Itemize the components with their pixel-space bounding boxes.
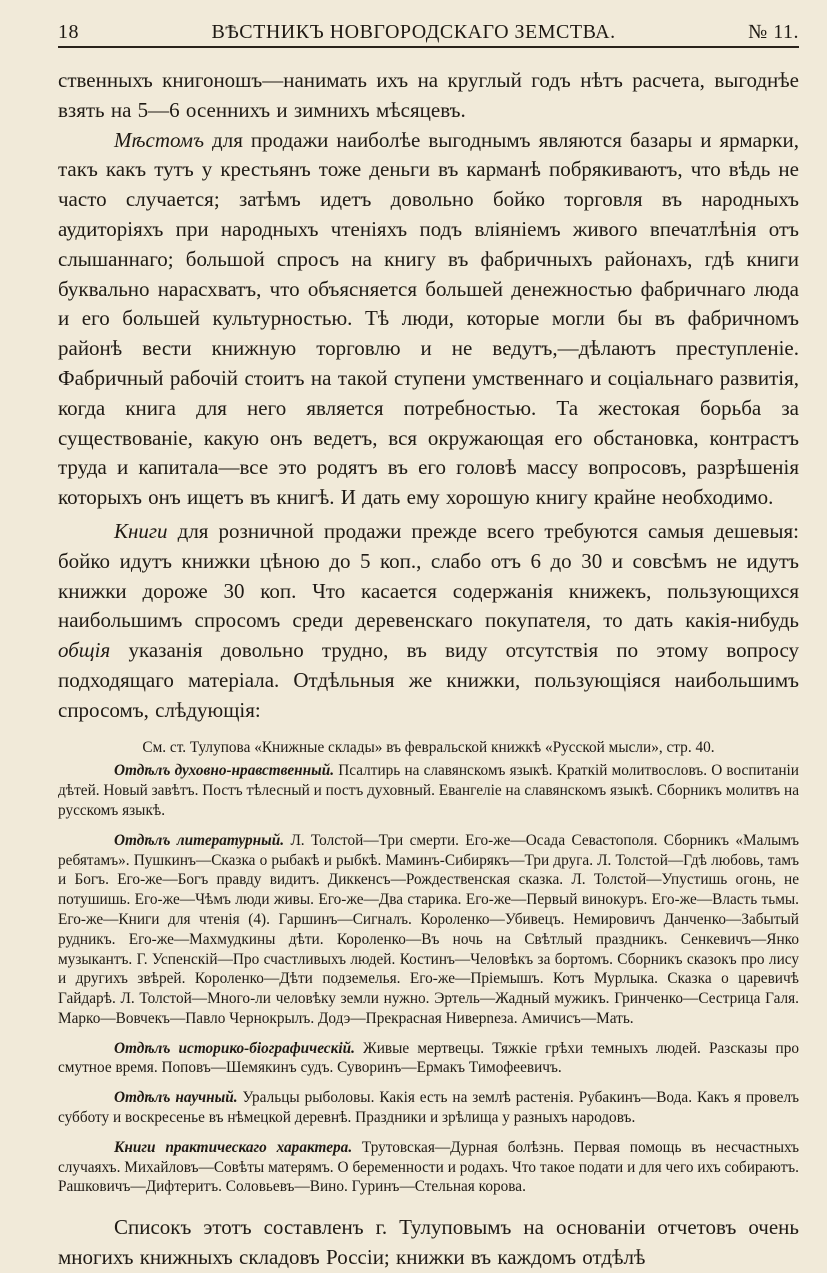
source-note: См. ст. Тулупова «Книжные склады» въ февральской книжкѣ «Русской мысли», стр. 40. bbox=[142, 738, 715, 756]
list-section-practical bbox=[58, 1138, 799, 1197]
list-section-literary bbox=[58, 831, 799, 1029]
section-title: Отдѣлъ духовно-нравственный. bbox=[114, 762, 335, 780]
section-title: Отдѣлъ литературный. bbox=[114, 831, 285, 849]
paragraph-3-text-a: для розничной продажи прежде всего требуются самыя дешевыя: бойко идутъ книжки цѣною до 5 коп., слабо отъ 6 до 30 и совсѣмъ не идутъ книжки дороже 30 коп. Что касается содержанія книжекъ, пользующихся наибольшимъ спросомъ среди деревенскаго покупателя, то дать какія-нибудь bbox=[58, 518, 799, 633]
section-text: Живые мертвецы. Тяжкіе грѣхи темныхъ людей. Разсказы про смутное время. Поповъ—Шемякинъ судъ. Суворинъ—Ермакъ Тимофеевичъ. bbox=[58, 1039, 800, 1077]
running-header bbox=[58, 18, 799, 46]
section-title: Книги практическаго характера. bbox=[114, 1138, 353, 1156]
section-text: Псалтирь на славянскомъ языкѣ. Краткій молитвословъ. О воспитаніи дѣтей. Новый завѣтъ. Постъ тѣлесный и постъ духовный. Евангеліе на славянскомъ языкѣ. Сборникъ молитвъ на русскомъ языкѣ. bbox=[58, 762, 799, 819]
paragraph-2-text: для продажи наиболѣе выгоднымъ являются базары и ярмарки, такъ какъ тутъ у крестьянъ тоже деньги въ карманѣ побрякиваютъ, что вѣдь не часто случается; затѣмъ идетъ довольно бойко торговля въ народныхъ аудиторіяхъ при народныхъ чтеніяхъ подъ вліяніемъ живого впечатлѣнія отъ слышаннаго; большой спросъ на книгу въ фабричныхъ районахъ, гдѣ книги буквально нарасхватъ, что объясняется большей денежностью фабричнаго люда и его большей культурностью. Тѣ люди, которые могли бы въ фабричномъ районѣ вести книжную торговлю и не ведутъ,—дѣлаютъ преступленіе. Фабричный рабочій стоитъ на такой ступени умственнаго и соціальнаго развитія, когда книга для него является потребностью. Та жестокая борьба за существованіе, какую онъ ведетъ, вся окружающая его обстановка, контрастъ труда и капитала—все это родятъ въ его головѣ массу вопросовъ, разрѣшенія которыхъ онъ ищетъ въ книгѣ. И дать ему хорошую книгу крайне необходимо. bbox=[58, 127, 799, 510]
closing-paragraph: Списокъ этотъ составленъ г. Тулуповымъ на основаніи отчетовъ очень многихъ книжныхъ складовъ Россіи; книжки въ каждомъ отдѣлѣ bbox=[58, 1215, 799, 1270]
section-text: Л. Толстой—Три смерти. Его-же—Осада Севастополя. Сборникъ «Малымъ ребятамъ». Пушкинъ—Сказка о рыбакѣ и рыбкѣ. Маминъ-Сибирякъ—Три друга. Л. Толстой—Гдѣ любовь, тамъ и Богъ. Его-же—Богъ правду видитъ. Диккенсъ—Рождественская сказка. Л. Толстой—Упустишь огонь, не потушишь. Его-же—Чѣмъ люди живы. Его-же—Два старика. Его-же—Первый винокуръ. Его-же—Власть тьмы. Его-же—Книги для чтенія (4). Гаршинъ—Сигналъ. Короленко—Убивецъ. Немировичъ Данченко—Забытый рудникъ. Его-же—Махмудкины дѣти. Короленко—Въ ночь на Свѣтлый праздникъ. Сенкевичъ—Янко музыкантъ. Г. Успенскій—Про счастливыхъ людей. Костинъ—Человѣкъ за бортомъ. Сборникъ сказокъ про лису и другихъ звѣрей. Короленко—Дѣти подземелья. Его-же—Пріемышъ. Котъ Мурлыка. Сказка о царевичѣ Гайдарѣ. Л. Толстой—Много-ли человѣку земли нужно. Эртель—Жадный мужикъ. Гринченко—Сестрица Галя. Марко—Вовчекъ—Павло Чернокрылъ. Додэ—Прекрасная Ниверneза. Амичисъ—Мать. bbox=[58, 831, 799, 1027]
page-number: 18 bbox=[58, 20, 79, 43]
list-section-scientific bbox=[58, 1088, 799, 1128]
list-section-spiritual bbox=[58, 761, 799, 820]
paragraph-2 bbox=[58, 126, 799, 513]
paragraph-3-lead: Книги bbox=[114, 518, 168, 543]
journal-title: ВѢСТНИКЪ НОВГОРОДСКАГО ЗЕМСТВА. bbox=[211, 20, 616, 43]
header-rule bbox=[58, 46, 799, 48]
section-text: Трутовская—Дурная болѣзнь. Первая помощь въ несчастныхъ случаяхъ. Михайловъ—Совѣты матерямъ. О беременности и родахъ. Что такое подати и для чего ихъ собираютъ. Рашковичъ—Дифтеритъ. Соловьевъ—Вино. Гуринъ—Стельная корова. bbox=[58, 1138, 799, 1196]
page-body bbox=[58, 66, 799, 1273]
paragraph-3-italic: общія bbox=[58, 638, 111, 663]
section-title: Отдѣлъ научный. bbox=[114, 1089, 238, 1107]
issue-number: № 11. bbox=[748, 20, 799, 43]
section-text: Уральцы рыболовы. Какія есть на землѣ растенія. Рубакинъ—Вода. Какъ я провелъ субботу и воскресенье въ нѣмецкой деревнѣ. Праздники и зрѣлища у разныхъ народовъ. bbox=[58, 1089, 799, 1127]
paragraph-2-lead: Мѣстомъ bbox=[114, 127, 204, 152]
list-section-historical bbox=[58, 1039, 799, 1079]
paragraph-3-text-b: указанія довольно трудно, въ виду отсутствія по этому вопросу подходящаго матеріала. Отдѣльныя же книжки, пользующіяся наибольшимъ спросомъ, слѣдующія: bbox=[58, 638, 799, 722]
paragraph-1: ственныхъ книгоношъ—нанимать ихъ на круглый годъ нѣтъ расчета, выгоднѣе взять на 5—6 осеннихъ и зимнихъ мѣсяцевъ. bbox=[58, 68, 799, 122]
section-title: Отдѣлъ историко-біографическій. bbox=[114, 1039, 355, 1057]
paragraph-3 bbox=[58, 517, 799, 726]
